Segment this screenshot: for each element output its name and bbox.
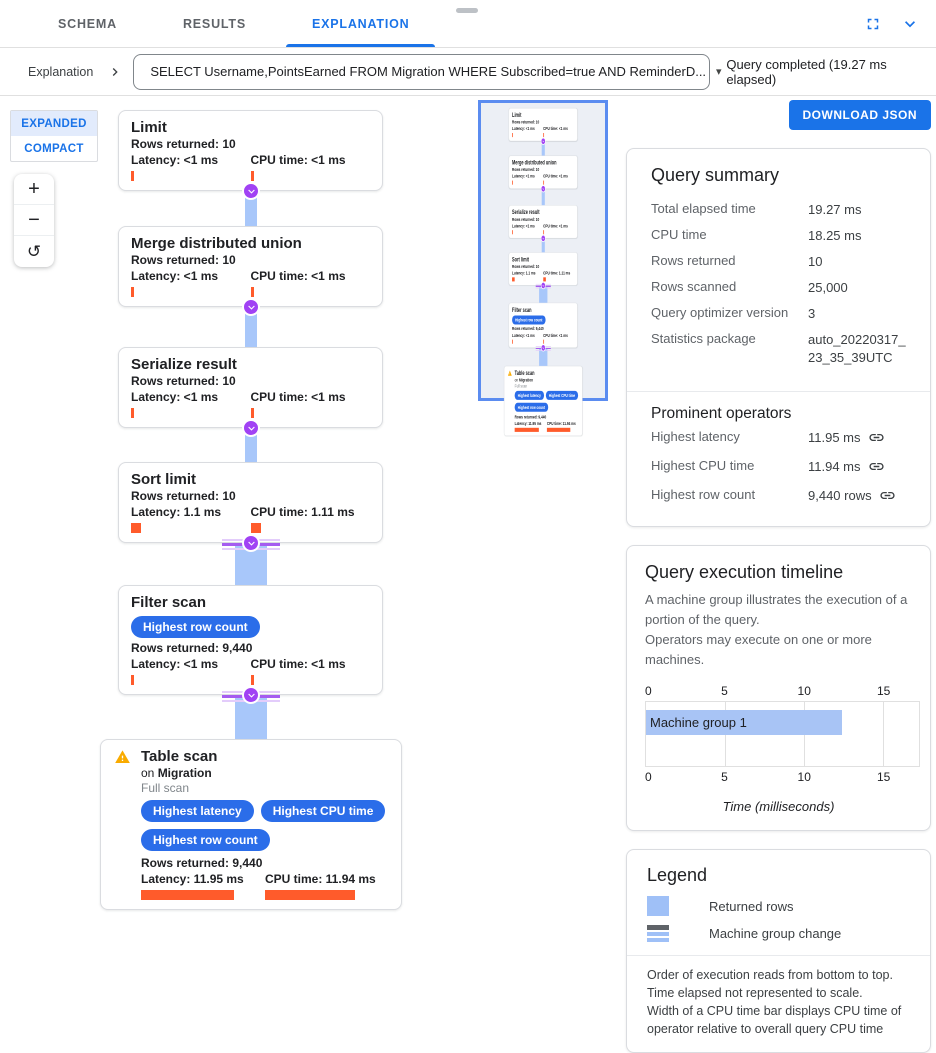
operator-row: Highest CPU time 11.94 ms [651,458,906,475]
timeline-axis-top: 0 5 10 15 [645,684,891,698]
plan-node-serialize-result[interactable] [118,347,383,428]
node-cpu: CPU time: 1.11 ms [250,505,355,519]
timeline-title: Query execution timeline [645,562,844,582]
node-latency: Latency: 11.95 ms [141,872,244,886]
reset-view-button[interactable]: ↺ [26,241,42,261]
explanation-canvas [0,96,936,1036]
collapse-node-icon[interactable] [242,534,260,552]
summary-row: CPU time 18.25 ms [651,227,862,243]
query-summary-card [626,148,931,527]
flow-connector [100,307,402,347]
timeline-description: A machine group illustrates the execution of a portion of the query. Operators may execute on one or more machines. [645,592,908,667]
plan-node-filter-scan[interactable] [118,585,383,695]
node-cpu: CPU time: <1 ms [250,153,346,167]
node-latency: Latency: 1.1 ms [131,505,222,519]
timeline-x-axis-label: Time (milliseconds) [722,799,835,814]
fullscreen-icon[interactable] [864,15,882,33]
query-plan-flowchart [100,110,402,910]
collapse-node-icon[interactable] [242,182,260,200]
cpu-time-bar [251,408,254,418]
summary-row: Rows returned 10 [651,253,823,269]
latency-bar [131,171,134,181]
chevron-right-icon [107,64,123,80]
node-latency: Latency: <1 ms [131,153,219,167]
expanded-toggle[interactable]: EXPANDED [11,111,97,136]
node-cpu: CPU time: <1 ms [250,390,346,404]
highest-row-count-badge: Highest row count [141,829,270,851]
query-bar [0,48,936,96]
node-table-ref: on Migration [141,766,212,780]
node-scan-type: Full scan [141,781,190,795]
flow-connector-machine-change [100,543,402,585]
legend-title: Legend [647,865,708,885]
machine-group-change-swatch [647,925,669,942]
summary-row: Rows scanned 25,000 [651,279,848,295]
summary-row: Total elapsed time 19.27 ms [651,201,862,217]
node-cpu: CPU time: <1 ms [250,657,346,671]
view-mode-toggle [10,110,98,162]
node-title: Merge distributed union [131,235,302,252]
cpu-time-bar [265,890,355,900]
latency-bar [131,287,134,297]
collapse-node-icon[interactable] [242,686,260,704]
highest-cpu-time-badge: Highest CPU time [261,800,386,822]
tabs-bar [0,0,936,48]
tab-schema[interactable]: SCHEMA [58,16,117,31]
prominent-operators-title: Prominent operators [651,405,792,422]
minimap[interactable] [478,100,608,427]
highest-row-count-badge: Highest row count [131,616,260,638]
flow-connector-machine-change [100,695,402,739]
execution-timeline-card [626,545,931,831]
node-title: Limit [131,119,167,136]
zoom-out-button[interactable]: − [14,205,54,236]
node-rows: Rows returned: 10 [131,489,236,503]
plan-node-merge-distributed-union[interactable] [118,226,383,307]
legend-item-machine-group-change: Machine group change [647,925,910,942]
node-title: Sort limit [131,471,197,488]
legend-item-returned-rows: Returned rows [647,896,910,916]
node-title: Table scan [141,748,218,765]
link-icon[interactable] [868,429,885,446]
zoom-controls [14,174,54,267]
cpu-time-bar [251,171,254,181]
gridline [883,702,884,766]
node-latency: Latency: <1 ms [131,390,219,404]
latency-bar [131,408,134,418]
cpu-time-bar [251,675,254,685]
highest-latency-badge: Highest latency [141,800,254,822]
latency-bar [141,890,234,900]
flow-connector [100,428,402,462]
timeline-plot-area [645,701,920,767]
warning-icon [114,749,131,765]
node-title: Serialize result [131,356,237,373]
node-rows: Rows returned: 9,440 [141,856,263,870]
machine-group-bar[interactable]: Machine group 1 [646,710,842,735]
details-panel [626,100,931,1053]
timeline-chart [645,684,920,785]
returned-rows-swatch [647,896,669,916]
node-title: Filter scan [131,594,207,611]
legend-notes: Order of execution reads from bottom to top. Time elapsed not represented to scale. Width of a CPU time bar displays CPU time of operator relative to overall query CPU time [647,968,902,1036]
link-icon[interactable] [879,487,896,504]
summary-row: Query optimizer version 3 [651,305,816,321]
breadcrumb: Explanation [28,64,94,79]
collapse-panel-chevron-icon[interactable] [900,14,920,34]
compact-toggle[interactable]: COMPACT [24,142,84,155]
node-rows: Rows returned: 10 [131,137,236,151]
download-json-button[interactable]: DOWNLOAD JSON [789,100,932,130]
latency-bar [131,675,134,685]
plan-node-limit[interactable] [118,110,383,191]
operator-row: Highest row count 9,440 rows [651,487,906,504]
tab-explanation[interactable]: EXPLANATION [286,0,435,47]
plan-node-table-scan[interactable] [100,739,402,910]
zoom-in-button[interactable]: + [14,174,54,205]
cpu-time-bar [251,523,261,533]
node-rows: Rows returned: 10 [131,253,236,267]
query-dropdown[interactable] [133,54,722,90]
node-cpu: CPU time: 11.94 ms [265,872,376,886]
timeline-axis-bottom: 0 5 10 15 [645,770,891,784]
plan-node-sort-limit[interactable] [118,462,383,543]
node-rows: Rows returned: 9,440 [131,641,253,655]
query-status: Query completed (19.27 ms elapsed) [726,56,887,87]
cpu-time-bar [251,287,254,297]
query-plan-flowchart: Limit Rows returned: 10 Latency: <1 ms CPU time: <1 ms Merge distributed union Rows returned: 10 Latency: <1 ms CPU time: <1 ms Serialize result Rows returned: 10 Latency: <1 ms CPU time: <1 ms Sort limit Rows returned: 10 Latency: 1.1 ms CPU time: 1.11 ms Filter scan Highest row count Rows returned: 9,440 Latency: <1 ms CPU time: <1 ms Table scan on Migration Full scan Highest latency Highest CPU time Highest row count Rows returned: 9,440 Latency: 11.95 ms CPU time: 11.94 ms [504,108,583,436]
latency-bar [131,523,141,533]
query-dropdown-value: SELECT Username,PointsEarned FROM Migration WHERE Subscribed=true AND ReminderD... [150,64,707,79]
node-rows: Rows returned: 10 [131,374,236,388]
collapse-node-icon[interactable] [242,419,260,437]
collapse-node-icon[interactable] [242,298,260,316]
link-icon[interactable] [868,458,885,475]
flow-connector [100,191,402,226]
node-latency: Latency: <1 ms [131,657,219,671]
caret-down-icon: ▾ [716,66,722,78]
legend-card [626,849,931,1053]
tab-results[interactable]: RESULTS [182,16,246,31]
summary-row: Statistics package auto_20220317_23_35_39UTC [651,331,906,365]
node-latency: Latency: <1 ms [131,269,219,283]
query-summary-title: Query summary [651,165,780,185]
node-cpu: CPU time: <1 ms [250,269,346,283]
operator-row: Highest latency 11.95 ms [651,429,906,446]
